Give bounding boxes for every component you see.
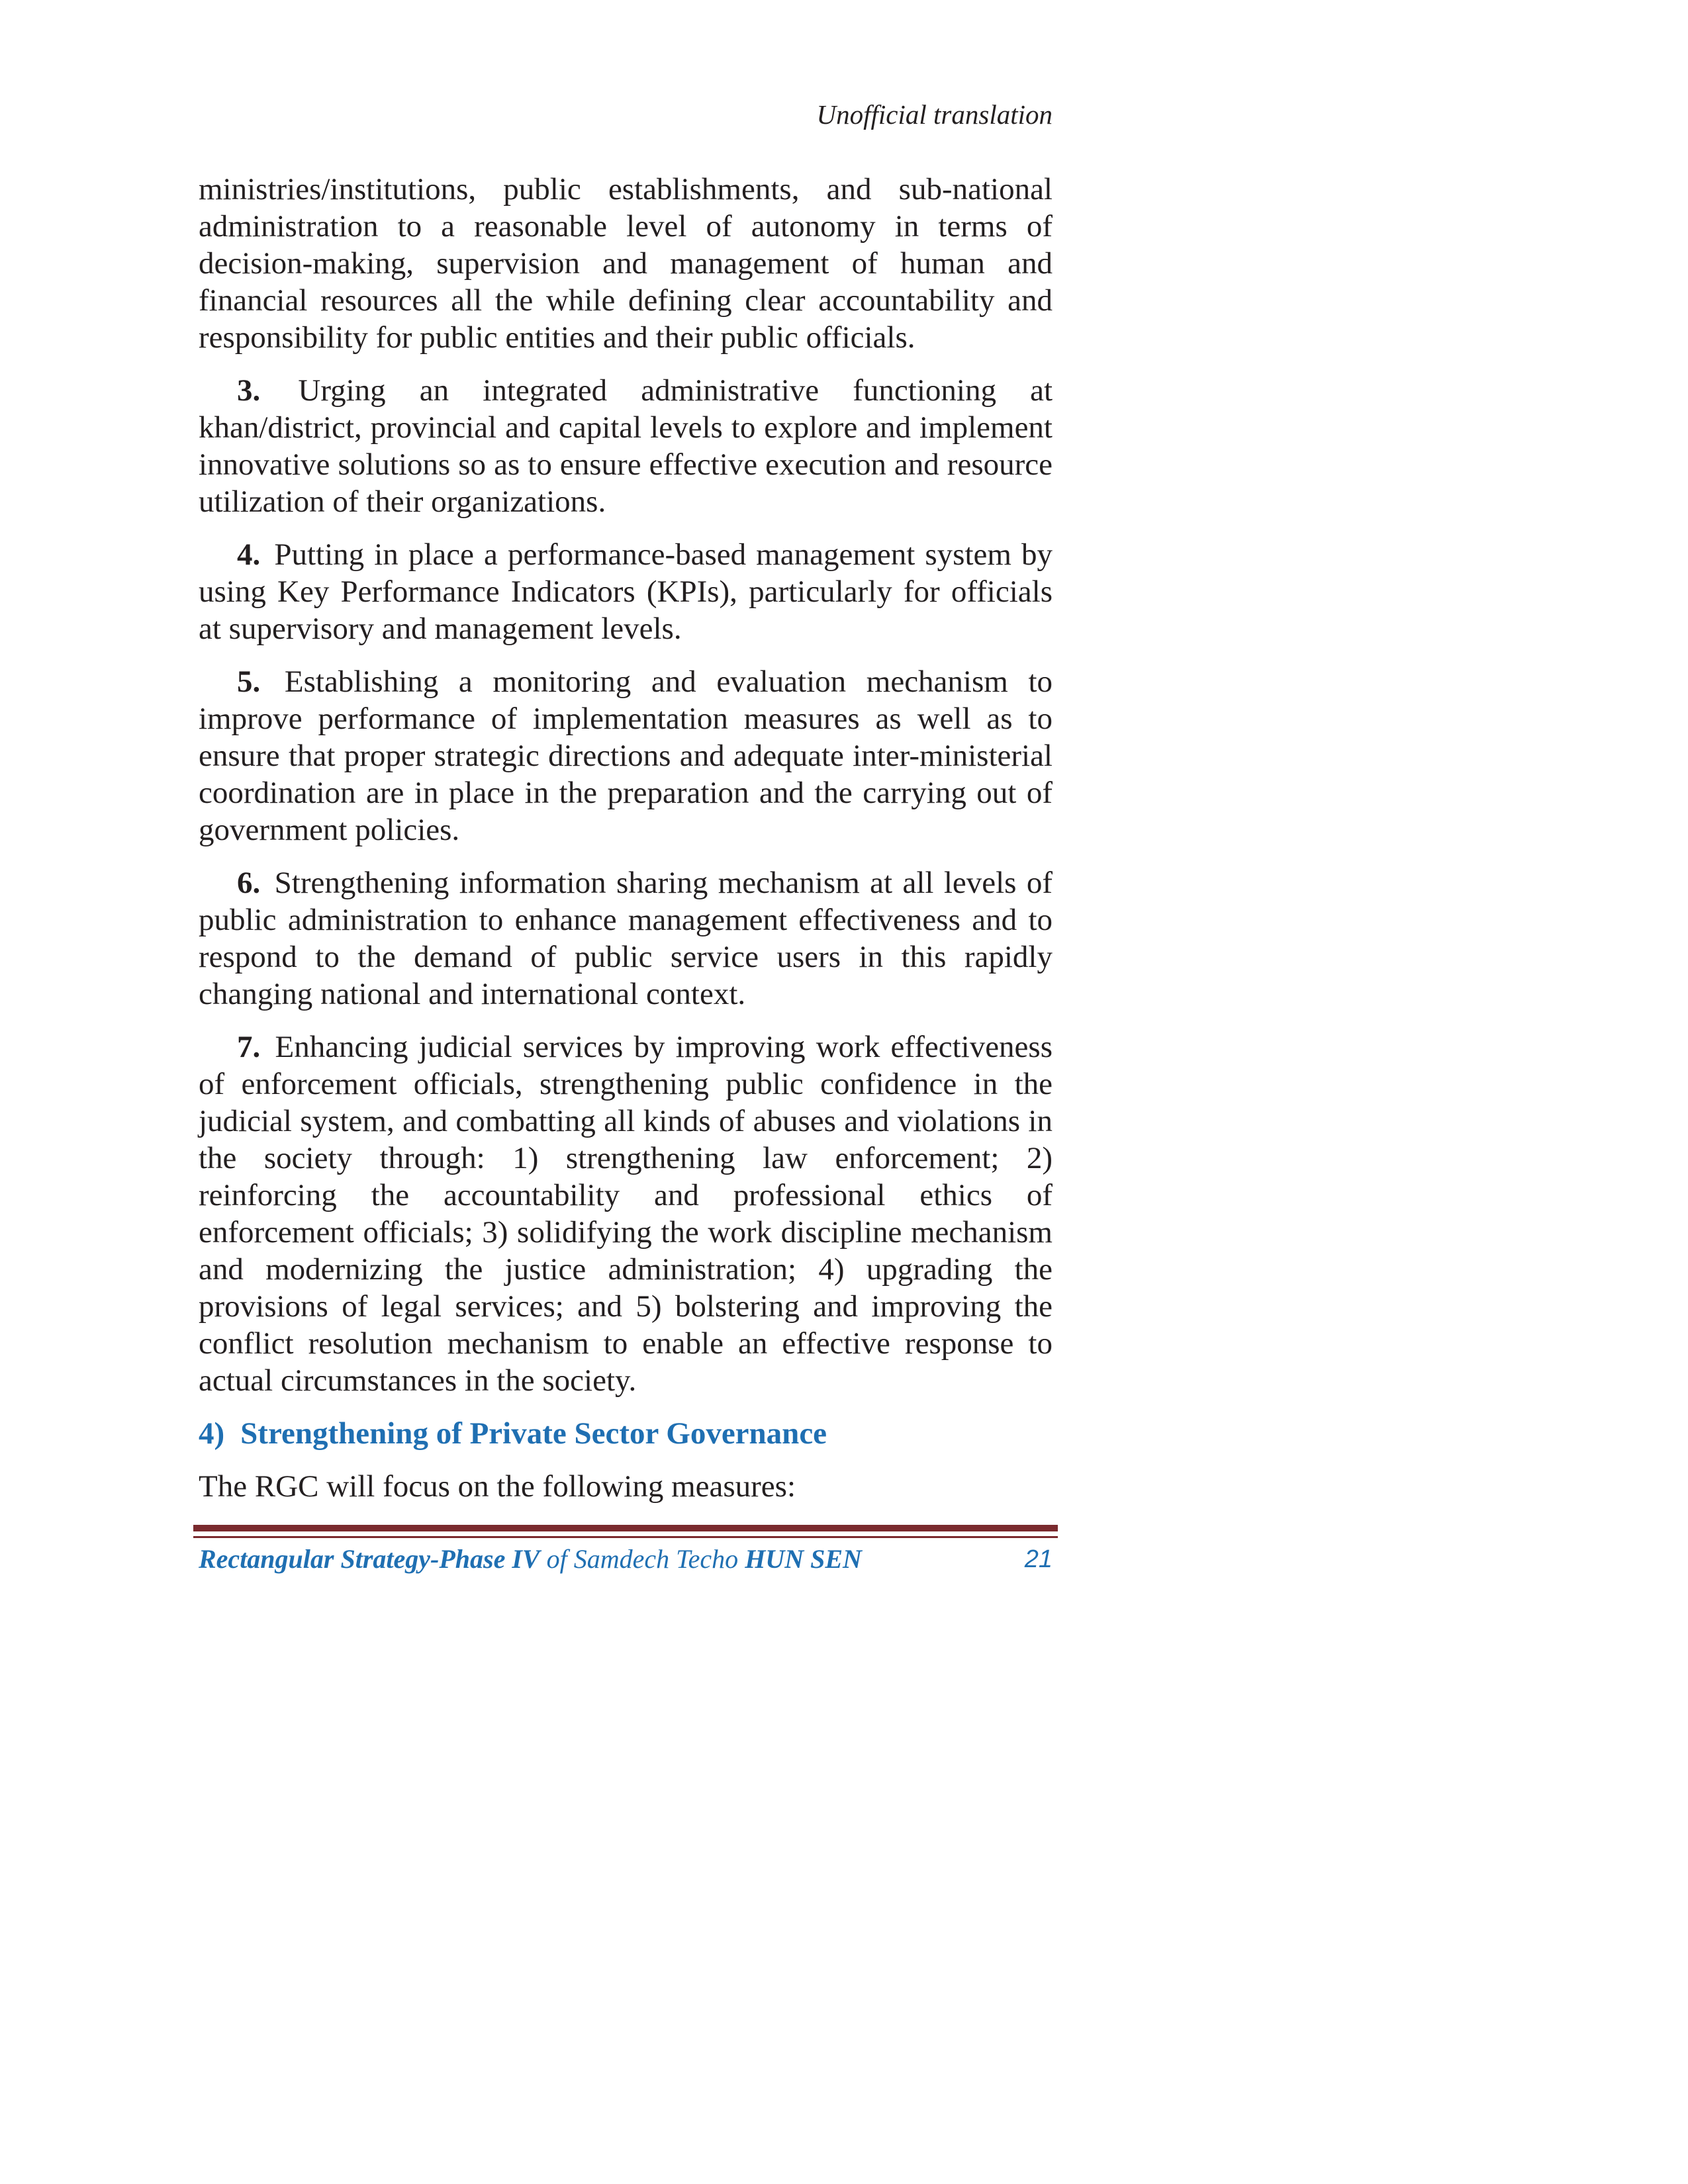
section-heading (199, 1415, 1053, 1452)
section-number: 4) (199, 1416, 225, 1451)
item-number: 3. (237, 373, 261, 408)
page-number: 21 (1024, 1545, 1053, 1573)
page-footer (199, 1541, 1053, 1578)
footer-document-title: Rectangular Strategy-Phase IV (199, 1544, 540, 1574)
list-item (199, 1028, 1053, 1399)
closing-paragraph: The RGC will focus on the following measures: (199, 1469, 796, 1504)
item-number: 6. (237, 866, 261, 900)
item-text: Enhancing judicial services by improving work effectiveness of enforcement officials, strengthening public confidence in the judicial system, and combatting all kinds of abuses and violations in the society through: 1) strengthening law enforcement; 2) reinforcing the accountability and professional ethics of enforcement officials; 3) solidifying the work discipline mechanism and modernizing the justice administration; 4) upgrading the provisions of legal services; and 5) bolstering and improving the conflict resolution mechanism to enable an effective response to actual circumstances in the society. (199, 1030, 1053, 1398)
item-number: 7. (237, 1030, 261, 1064)
list-item (199, 663, 1053, 848)
list-item (199, 536, 1053, 647)
section-title: Strengthening of Private Sector Governance (240, 1416, 827, 1451)
footer-rule-thick (193, 1525, 1058, 1531)
footer-of-text: of Samdech Techo (539, 1544, 745, 1574)
list-item (199, 372, 1053, 520)
footer-rule-thin (193, 1536, 1058, 1538)
item-number: 4. (237, 537, 261, 572)
list-item (199, 864, 1053, 1013)
intro-paragraph: ministries/institutions, public establishments, and sub-national administration to a reasonable level of autonomy in terms of decision-making, supervision and management of human and financial resources all the while defining clear accountability and responsibility for public entities and their public officials. (199, 172, 1053, 355)
page-body (199, 171, 1053, 1521)
footer-author: HUN SEN (745, 1544, 862, 1574)
item-text: Strengthening information sharing mechanism at all levels of public administration to enhance management effectiveness and to respond to the demand of public service users in this rapidly changing national and international context. (199, 866, 1053, 1011)
item-text: Putting in place a performance-based management system by using Key Performance Indicators (KPIs), particularly for officials at supervisory and management levels. (199, 537, 1053, 646)
header-note: Unofficial translation (816, 99, 1053, 130)
item-text: Establishing a monitoring and evaluation mechanism to improve performance of implementation measures as well as to ensure that proper strategic directions and adequate inter-ministerial coordination are in place in the preparation and the carrying out of government policies. (199, 664, 1053, 847)
item-text: Urging an integrated administrative functioning at khan/district, provincial and capital levels to explore and implement innovative solutions so as to ensure effective execution and resource utilization of their organizations. (199, 373, 1053, 519)
item-number: 5. (237, 664, 261, 699)
